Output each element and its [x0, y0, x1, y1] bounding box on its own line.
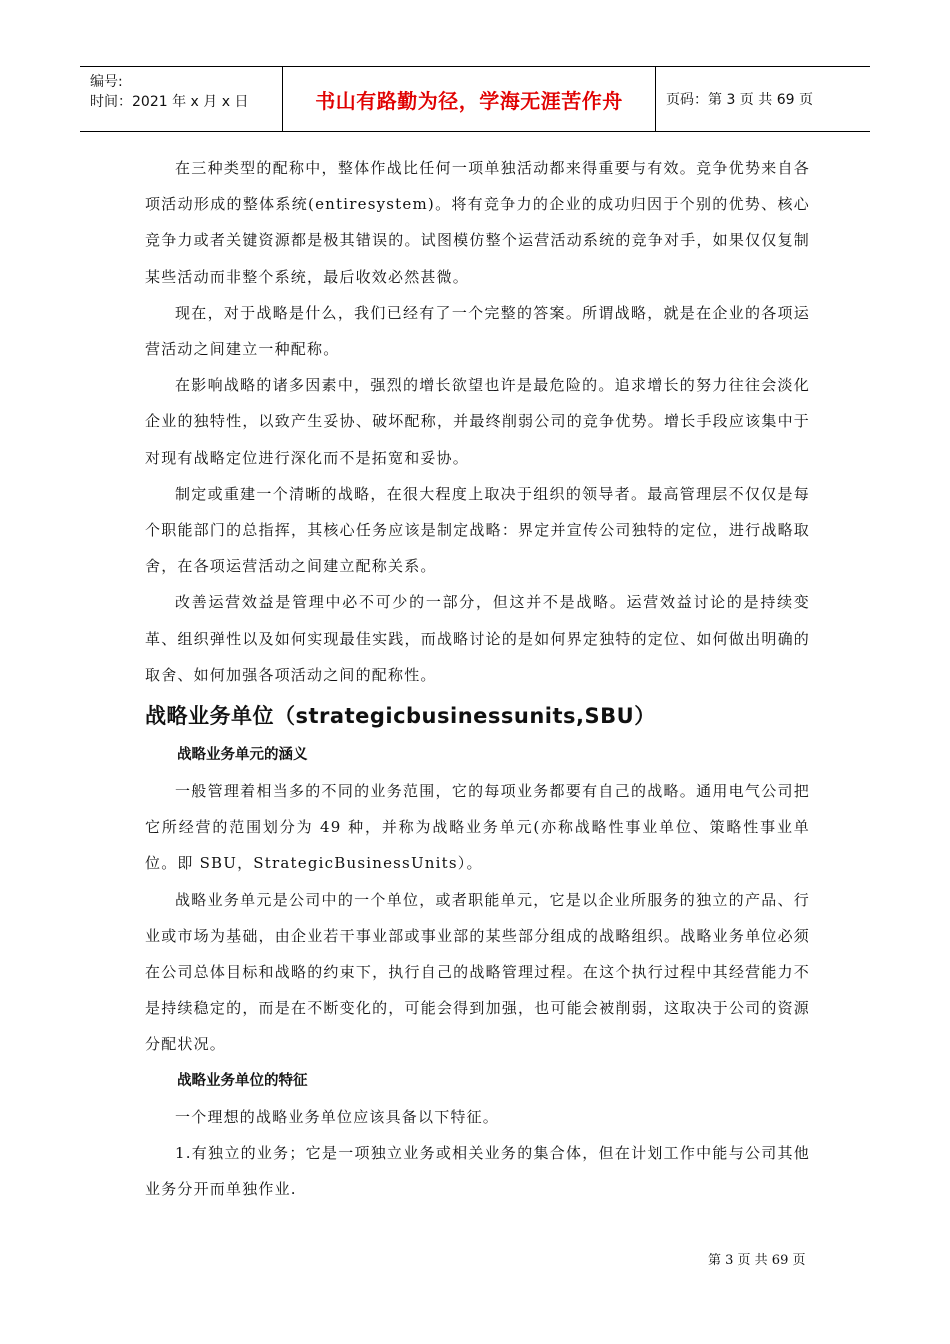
page-header: [80, 66, 870, 132]
paragraph: 制定或重建一个清晰的战略，在很大程度上取决于组织的领导者。最高管理层不仅仅是每个职能部门的总指挥，其核心任务应该是制定战略：界定并宣传公司独特的定位，进行战略取舍，在各项运营活动之间建立配称关系。: [145, 484, 810, 576]
paragraph: 战略业务单元是公司中的一个单位，或者职能单元，它是以企业所服务的独立的产品、行业或市场为基础，由企业若干事业部或事业部的某些部分组成的战略组织。战略业务单位必须在公司总体目标和战略的约束下，执行自己的战略管理过程。在这个执行过程中其经营能力不是持续稳定的，而是在不断变化的，可能会得到加强，也可能会被削弱，这取决于公司的资源分配状况。: [145, 890, 810, 1054]
document-number-label: 编号:: [90, 74, 123, 90]
header-motto: 书山有路勤为径，学海无涯苦作舟: [283, 67, 656, 131]
document-body: [145, 150, 810, 1207]
section-heading: 战略业务单位（strategicbusinessunits,SBU）: [145, 704, 656, 729]
header-page-info: 页码：第 3 页 共 69 页: [666, 92, 813, 108]
header-meta-cell: [80, 67, 283, 131]
document-time-label: 时间：2021 年 x 月 x 日: [90, 94, 249, 110]
page-footer: 第 3 页 共 69 页: [708, 1253, 806, 1268]
paragraph: 1.有独立的业务；它是一项独立业务或相关业务的集合体，但在计划工作中能与公司其他业务分开而单独作业.: [145, 1143, 810, 1199]
paragraph: 在影响战略的诸多因素中，强烈的增长欲望也许是最危险的。追求增长的努力往往会淡化企业的独特性，以致产生妥协、破坏配称，并最终削弱公司的竞争优势。增长手段应该集中于对现有战略定位进行深化而不是拓宽和妥协。: [145, 376, 810, 467]
paragraph: 一般管理着相当多的不同的业务范围，它的每项业务都要有自己的战略。通用电气公司把它所经营的范围划分为 49 种，并称为战略业务单元(亦称战略性事业单位、策略性事业单位。即 SBU，StrategicBusinessUnits）。: [145, 782, 810, 873]
subsection-heading: 战略业务单位的特征: [177, 1072, 308, 1089]
paragraph: 现在，对于战略是什么，我们已经有了一个完整的答案。所谓战略，就是在企业的各项运营活动之间建立一种配称。: [145, 303, 810, 359]
subsection-heading: 战略业务单元的涵义: [177, 747, 308, 764]
paragraph: 在三种类型的配称中，整体作战比任何一项单独活动都来得重要与有效。竞争优势来自各项活动形成的整体系统(entiresystem)。将有竞争力的企业的成功归因于个别的优势、核心竞争力或者关键资源都是极其错误的。试图模仿整个运营活动系统的竞争对手，如果仅仅复制某些活动而非整个系统，最后收效必然甚微。: [145, 159, 810, 286]
paragraph: 改善运营效益是管理中必不可少的一部分，但这并不是战略。运营效益讨论的是持续变革、组织弹性以及如何实现最佳实践，而战略讨论的是如何界定独特的定位、如何做出明确的取舍、如何加强各项活动之间的配称性。: [145, 593, 810, 684]
paragraph: 一个理想的战略业务单位应该具备以下特征。: [175, 1107, 500, 1126]
